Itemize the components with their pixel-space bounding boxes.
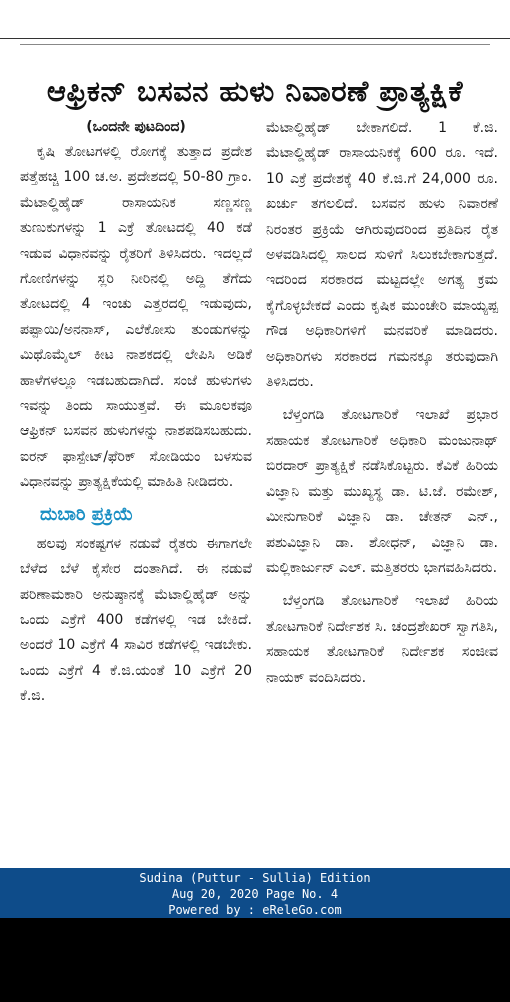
paragraph-4: ಬೆಳ್ತಂಗಡಿ ತೋಟಗಾರಿಕೆ ಇಲಾಖೆ ಪ್ರಭಾರ ಸಹಾಯಕ ತೋಟಗಾರಿಕೆ ಅಧಿಕಾರಿ ಮಂಜುನಾಥ್ ಬಿರದಾರ್ ಪ್ರಾತ್ಯಕ್ಷಿಕೆ ನಡೆಸಿಕೊಟ್ಟರು. ಕೆವಿಕೆ ಹಿರಿಯ ವಿಜ್ಞಾನಿ ಮತ್ತು ಮುಖ್ಯಸ್ಥ ಡಾ. ಟಿ.ಜೆ. ರಮೇಶ್, ಮೀನುಗಾರಿಕೆ ವಿಜ್ಞಾನಿ ಡಾ. ಚೇತನ್ ಎನ್., ಪಶುವಿಜ್ಞಾನಿ ಡಾ. ಶೋಧನ್, ವಿಜ್ಞಾನಿ ಡಾ. ಮಲ್ಲಿಕಾರ್ಜುನ್ ಎಲ್. ಮತ್ತಿತರರು ಭಾಗವಹಿಸಿದರು. xyxy=(266,407,498,576)
paragraph-2: ಹಲವು ಸಂಕಷ್ಟಗಳ ನಡುವೆ ರೈತರು ಈಗಾಗಲೇ ಬೆಳೆದ ಬೆಳೆ ಕೈಸೇರ ದಂತಾಗಿದೆ. ಈ ನಡುವೆ ಪರಿಣಾಮಕಾರಿ ಅನುಷ್ಠಾನಕ್ಕೆ ಮೆಟಾಲ್ಡಿಹೈಡ್ ಅನ್ನು ಒಂದು ಎಕ್ರೆಗೆ 400 ಕಡೆಗಳಲ್ಲಿ ಇಡ ಬೇಕಿದೆ. ಅಂದರೆ 10 ಎಕ್ರೆಗೆ 4 ಸಾವಿರ ಕಡೆಗಳಲ್ಲಿ ಇಡಬೇಕು. ಒಂದು ಎಕ್ರೆಗೆ 4 ಕೆ.ಜಿ.ಯಂತೆ 10 ಎಕ್ರೆಗೆ 20 ಕೆ.ಜಿ. xyxy=(20,535,252,705)
edition-footer xyxy=(0,868,510,918)
top-rule xyxy=(0,38,510,39)
article-headline: ಆಫ್ರಿಕನ್ ಬಸವನ ಹುಳು ನಿವಾರಣೆ ಪ್ರಾತ್ಯಕ್ಷಿಕೆ xyxy=(46,74,464,108)
top-rule-inner xyxy=(20,44,490,45)
article-column-left xyxy=(20,116,252,710)
paragraph-5: ಬೆಳ್ತಂಗಡಿ ತೋಟಗಾರಿಕೆ ಇಲಾಖೆ ಹಿರಿಯ ತೋಟಗಾರಿಕೆ ನಿರ್ದೇಶಕ ಸಿ. ಚಂದ್ರಶೇಖರ್ ಸ್ವಾಗತಿಸಿ, ಸಹಾಯಕ ತೋಟಗಾರಿಕೆ ನಿರ್ದೇಶಕ ಸಂಜೀವ ನಾಯಕ್ ವಂದಿಸಿದರು. xyxy=(266,593,498,686)
article-column-right xyxy=(266,116,498,691)
edition-date-page: Aug 20, 2020 Page No. 4 xyxy=(171,887,339,901)
edition-name: Sudina (Puttur - Sullia) Edition xyxy=(139,871,371,885)
continued-from-label: (ಒಂದನೇ ಪುಟದಿಂದ) xyxy=(86,119,186,135)
paragraph-3: ಮೆಟಾಲ್ಡಿಹೈಡ್ ಬೇಕಾಗಲಿದೆ. 1 ಕೆ.ಜಿ. ಮೆಟಾಲ್ಡಿಹೈಡ್ ರಾಸಾಯನಿಕಕ್ಕೆ 600 ರೂ. ಇದೆ. 10 ಎಕ್ರೆ ಪ್ರದೇಶಕ್ಕೆ 40 ಕೆ.ಜಿ.ಗೆ 24,000 ರೂ. ಖರ್ಚು ತಗಲಲಿದೆ. ಬಸವನ ಹುಳು ನಿವಾರಣೆ ನಿರಂತರ ಪ್ರಕ್ರಿಯೆ ಆಗಿರುವುದರಿಂದ ಪ್ರತಿದಿನ ರೈತ ಅಳವಡಿಸಿದಲ್ಲಿ ಸಾಲದ ಸುಳಿಗೆ ಸಿಲುಕಬೇಕಾಗುತ್ತದೆ. ಇದರಿಂದ ಸರಕಾರದ ಮಟ್ಟದಲ್ಲೇ ಅಗತ್ಯ ಕ್ರಮ ಕೈಗೊಳ್ಳಬೇಕದೆ ಎಂದು ಕೃಷಿಕ ಮುಂಚೇರಿ ಮಾಯ್ಯಪ್ಪ ಗೌಡ ಅಧಿಕಾರಿಗಳಿಗೆ ಮನವರಿಕೆ ಮಾಡಿದರು. ಅಧಿಕಾರಿಗಳು ಸರಕಾರದ ಗಮನಕ್ಕೂ ತರುವುದಾಗಿ ತಿಳಿಸಿದರು. xyxy=(266,120,498,391)
powered-by-link[interactable]: Powered by : eReleGo.com xyxy=(168,903,342,917)
paragraph-1: ಕೃಷಿ ತೋಟಗಳಲ್ಲಿ ರೋಗಕ್ಕೆ ತುತ್ತಾದ ಪ್ರದೇಶ ಪತ್ತೆಹಚ್ಚಿ 100 ಚ.ಅ. ಪ್ರದೇಶದಲ್ಲಿ 50-80 ಗ್ರಾಂ. ಮೆಟಾಲ್ಡಿಹೈಡ್ ರಾಸಾಯನಿಕ ಸಣ್ಣಸಣ್ಣ ತುಣುಕುಗಳನ್ನು 1 ಎಕ್ರೆ ತೋಟದಲ್ಲಿ 40 ಕಡೆ ಇಡುವ ವಿಧಾನವನ್ನು ರೈತರಿಗೆ ತಿಳಿಸಿದರು. ಇದಲ್ಲದೆ ಗೋಣಿಗಳನ್ನು ಸ್ಲರಿ ನೀರಿನಲ್ಲಿ ಅದ್ದಿ ತೆಗೆದು ತೋಟದಲ್ಲಿ 4 ಇಂಚು ಎತ್ತರದಲ್ಲಿ ಇಡುವುದು, ಪಪ್ಪಾಯಿ/ಅನನಾಸ್, ಎಲೆಕೋಸು ತುಂಡುಗಳನ್ನು ಮಿಥೊಮೈಲ್ ಕೀಟ ನಾಶಕದಲ್ಲಿ ಲೇಪಿಸಿ ಅಡಿಕೆ ಹಾಳೆಗಳಲ್ಲೂ ಇಡಬಹುದಾಗಿದೆ. ಸಂಜೆ ಹುಳುಗಳು ಇವನ್ನು ತಿಂದು ಸಾಯುತ್ತವೆ. ಈ ಮೂಲಕವೂ ಆಫ್ರಿಕನ್ ಬಸವನ ಹುಳುಗಳನ್ನು ನಾಶಪಡಿಸಬಹುದು. ಐರನ್ ಫಾಸ್ಪೇಟ್/ಫೆರಿಕ್ ಸೋಡಿಯಂ ಬಳಸುವ ವಿಧಾನವನ್ನು ಪ್ರಾತ್ಯಕ್ಷಿಕೆಯಲ್ಲಿ ಮಾಹಿತಿ ನೀಡಿದರು. xyxy=(20,144,252,491)
section-subhead: ದುಬಾರಿ ಪ್ರಕ್ರಿಯೆ xyxy=(40,503,134,525)
viewer-background xyxy=(0,918,510,1002)
